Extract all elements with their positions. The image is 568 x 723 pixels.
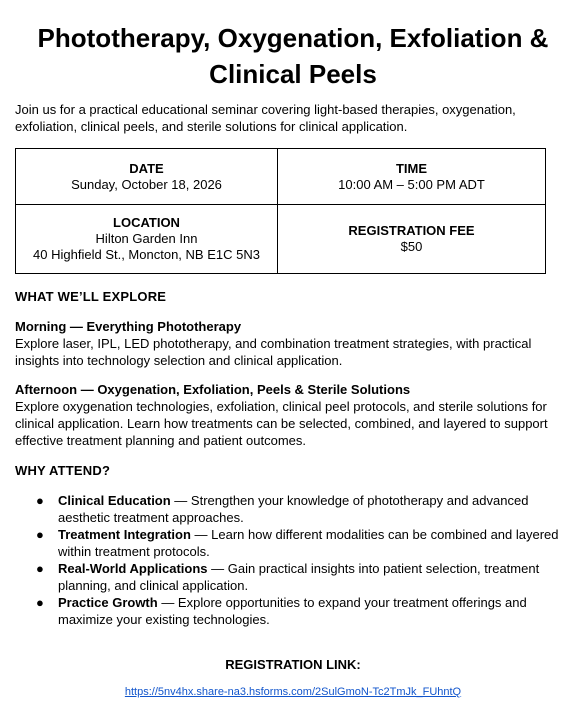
title-line-1: Phototherapy, Oxygenation, Exfoliation & bbox=[37, 23, 549, 53]
bullet-icon: ● bbox=[36, 527, 44, 542]
list-item bbox=[15, 492, 560, 526]
location-label: LOCATION bbox=[113, 215, 180, 230]
registration-link-wrapper bbox=[0, 685, 568, 699]
fee-label: REGISTRATION FEE bbox=[348, 223, 475, 238]
afternoon-text: Explore oxygenation technologies, exfoliation, clinical peel protocols, and sterile solutions for clinical application. Learn how treatments can be selected, combined, and layered to support effective treatment planning and patient outcomes. bbox=[15, 399, 548, 448]
bullet-icon: ● bbox=[36, 493, 44, 508]
event-info-table bbox=[15, 148, 546, 274]
bullet-icon: ● bbox=[36, 595, 44, 610]
date-label: DATE bbox=[129, 160, 164, 176]
bullet-icon: ● bbox=[36, 561, 44, 576]
attend-item-text: — Learn how different modalities can be combined and layered within treatment protocols. bbox=[58, 527, 559, 559]
afternoon-title: Afternoon — Oxygenation, Exfoliation, Peels & Sterile Solutions bbox=[15, 382, 411, 397]
attend-heading: WHY ATTEND? bbox=[15, 463, 111, 478]
attend-item-title: Real-World Applications bbox=[58, 561, 208, 576]
time-value: 10:00 AM – 5:00 PM ADT bbox=[338, 176, 485, 192]
list-item bbox=[15, 526, 560, 560]
attend-item-text: — Strengthen your knowledge of phototherapy and advanced aesthetic treatment approaches. bbox=[58, 493, 529, 525]
attend-item-text: — Explore opportunities to expand your treatment offerings and maximize your existing technologies. bbox=[58, 595, 527, 627]
location-cell bbox=[16, 205, 278, 274]
registration-heading: REGISTRATION LINK: bbox=[225, 657, 361, 672]
date-value: Sunday, October 18, 2026 bbox=[71, 176, 222, 192]
time-cell bbox=[278, 149, 546, 205]
attend-item-text: — Gain practical insights into patient selection, treatment planning, and clinical application. bbox=[58, 561, 540, 593]
fee-value: $50 bbox=[400, 239, 423, 254]
registration-link[interactable]: https://5nv4hx.share-na3.hsforms.com/2SulGmoN-Tc2TmJk_FUhntQ bbox=[124, 686, 462, 698]
location-line-1: Hilton Garden Inn bbox=[95, 231, 198, 246]
date-cell bbox=[16, 149, 278, 205]
info-row-2 bbox=[16, 205, 546, 274]
fee-cell bbox=[278, 205, 546, 274]
location-line-2: 40 Highfield St., Moncton, NB E1C 5N3 bbox=[33, 247, 260, 262]
list-item bbox=[15, 594, 560, 628]
attend-list bbox=[15, 492, 560, 628]
info-row-1 bbox=[16, 149, 546, 205]
afternoon-block bbox=[15, 381, 555, 449]
morning-title: Morning — Everything Phototherapy bbox=[15, 319, 242, 334]
attend-item-title: Treatment Integration bbox=[58, 527, 191, 542]
list-item bbox=[15, 560, 560, 594]
intro-paragraph: Join us for a practical educational seminar covering light-based therapies, oxygenation, exfoliation, clinical peels, and sterile solutions for clinical application. bbox=[15, 102, 516, 134]
explore-heading: WHAT WE’LL EXPLORE bbox=[15, 289, 167, 304]
morning-text: Explore laser, IPL, LED phototherapy, and combination treatment strategies, with practical insights into technology selection and clinical application. bbox=[15, 336, 532, 368]
title-line-2: Clinical Peels bbox=[209, 59, 377, 89]
page-title bbox=[0, 20, 568, 92]
time-label: TIME bbox=[395, 160, 428, 176]
attend-item-title: Practice Growth bbox=[58, 595, 158, 610]
morning-block bbox=[15, 318, 555, 369]
attend-item-title: Clinical Education bbox=[58, 493, 171, 508]
